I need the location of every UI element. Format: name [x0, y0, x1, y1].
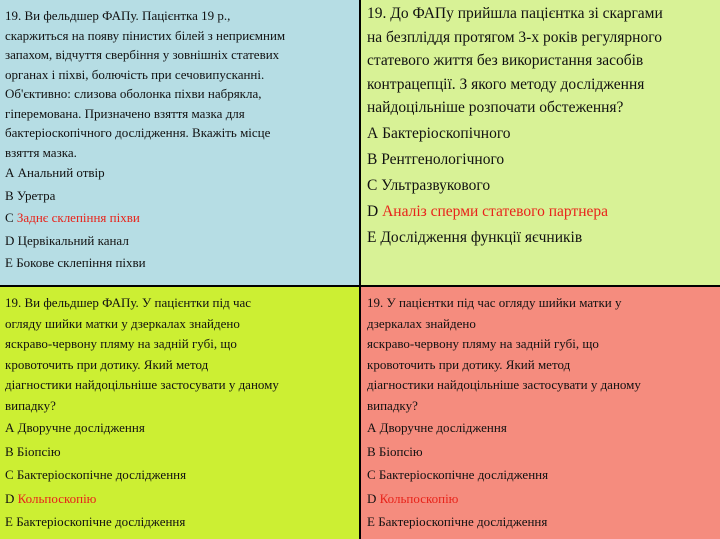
option-c-highlighted: [5, 207, 353, 230]
option-letter: D: [367, 202, 383, 220]
highlighted-answer: Заднє склепіння піхви: [16, 210, 140, 225]
question-text: 19. До ФАПу прийшла пацієнтка зі скаргами на безпліддя протягом 3-х років регулярного статевого життя без використання засобів контрацепції. З якого методу дослідження найдоцільніше розпочати обстеження?: [367, 5, 663, 117]
question-card-2: [361, 0, 720, 285]
options-list: [367, 416, 714, 534]
option-a: А Бактеріоскопічного: [367, 124, 511, 142]
option-d: D Цервікальний канал: [5, 232, 129, 248]
highlighted-answer: Кольпоскопію: [17, 490, 97, 506]
option-e: Е Бокове склепіння піхви: [5, 255, 146, 270]
option-letter: D: [367, 490, 380, 506]
option-b: В Біопсію: [367, 443, 423, 459]
option-letter: D: [5, 490, 18, 506]
question-text: 19. У пацієнтки під час огляду шийки матки у дзеркалах знайдено яскраво-червону пляму на задній губі, що кровоточить при дотику. Який метод діагностики найдоцільніше застосувати у даному випадку?: [367, 295, 641, 413]
option-letter: С: [5, 210, 17, 225]
highlighted-answer: Аналіз сперми статевого партнера: [382, 202, 609, 220]
option-c: С Ультразвукового: [367, 176, 491, 194]
question-card-3: [0, 287, 359, 539]
options-list: [367, 121, 714, 251]
option-d-highlighted: [367, 199, 714, 225]
question-card-4: [361, 287, 720, 539]
option-d-highlighted: [5, 487, 353, 511]
option-c: С Бактеріоскопічне дослідження: [367, 467, 549, 483]
option-a: А Дворучне дослідження: [5, 420, 145, 435]
options-list: [5, 416, 353, 534]
question-text: 19. Ви фельдшер ФАПу. Пацієнтка 19 р., скаржиться на появу пінистих білей з неприємним запахом, відчуття свербіння у зовнішніх статевих органах і піхві, болючість при сечовипусканні. Об'єктивно: слизова оболонка піхви набрякла, гіперемована. Призначено взяття мазка для бактеріоскопічного дослідження. Вкажіть місце взяття мазка.: [5, 8, 286, 160]
highlighted-answer: Кольпоскопію: [379, 490, 459, 506]
option-a: А Дворучне дослідження: [367, 420, 507, 435]
question-text: 19. Ви фельдшер ФАПу. У пацієнтки під час огляду шийки матки у дзеркалах знайдено яскраво-червону пляму на задній губі, що кровоточить при дотику. Який метод діагностики найдоцільніше застосувати у даному випадку?: [5, 295, 279, 413]
options-list: [5, 162, 353, 275]
option-d-highlighted: [367, 487, 714, 511]
question-card-1: [0, 0, 359, 285]
option-b: В Уретра: [5, 187, 56, 203]
option-b: В Біопсію: [5, 443, 61, 459]
option-c: С Бактеріоскопічне дослідження: [5, 467, 187, 483]
option-e: Е Дослідження функції яєчників: [367, 228, 583, 246]
option-e: Е Бактеріоскопічне дослідження: [5, 514, 186, 530]
option-a: А Анальний отвір: [5, 165, 105, 180]
option-e: Е Бактеріоскопічне дослідження: [367, 514, 548, 530]
option-b: В Рентгенологічного: [367, 150, 505, 168]
